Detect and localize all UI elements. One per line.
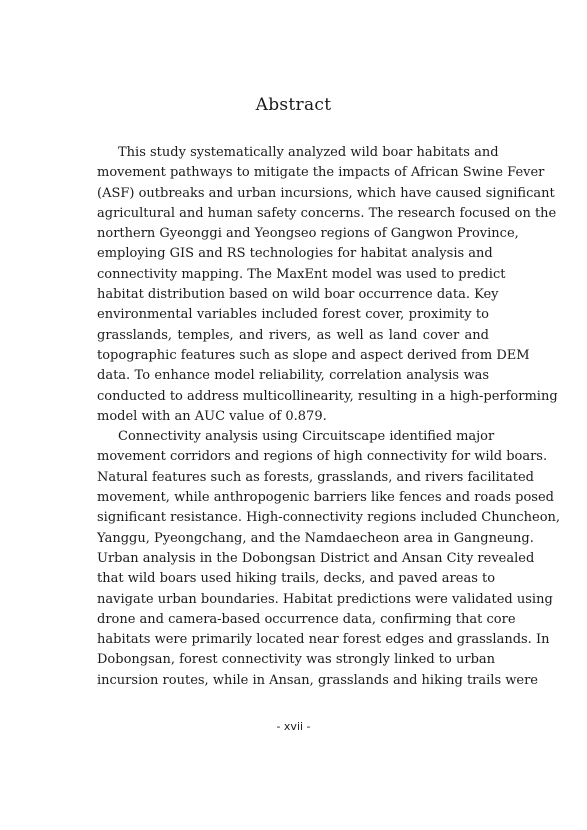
text-line: incursion routes, while in Ansan, grasslands and hiking trails were bbox=[97, 672, 538, 688]
text-line: (ASF) outbreaks and urban incursions, which have caused significant bbox=[97, 185, 555, 201]
text-line: topographic features such as slope and aspect derived from DEM bbox=[97, 347, 530, 363]
text-line: northern Gyeonggi and Yeongseo regions of Gangwon Province, bbox=[97, 226, 519, 242]
text-line: Urban analysis in the Dobongsan District and Ansan City revealed bbox=[97, 550, 535, 566]
page-title: Abstract bbox=[255, 95, 332, 115]
paragraph-2 bbox=[97, 427, 561, 691]
text-line: habitats were primarily located near forest edges and grasslands. In bbox=[97, 632, 550, 648]
abstract-body bbox=[97, 143, 561, 691]
text-line: data. To enhance model reliability, correlation analysis was bbox=[97, 368, 489, 384]
text-line: significant resistance. High-connectivity regions included Chuncheon, bbox=[97, 510, 561, 526]
text-line: movement corridors and regions of high connectivity for wild boars. bbox=[97, 449, 548, 465]
text-line: environmental variables included forest cover, proximity to bbox=[97, 307, 489, 323]
text-line: conducted to address multicollinearity, resulting in a high-performing bbox=[97, 388, 558, 404]
paragraph-1 bbox=[97, 143, 558, 427]
text-line: that wild boars used hiking trails, decks, and paved areas to bbox=[97, 571, 496, 587]
page-number: - xvii - bbox=[276, 720, 311, 733]
text-line: Connectivity analysis using Circuitscape identified major bbox=[118, 429, 495, 445]
text-line: navigate urban boundaries. Habitat predictions were validated using bbox=[97, 591, 553, 607]
text-line: drone and camera-based occurrence data, confirming that core bbox=[97, 611, 516, 627]
text-line: grasslands, temples, and rivers, as well as land cover and bbox=[97, 327, 489, 343]
text-line: model with an AUC value of 0.879. bbox=[97, 408, 327, 424]
text-line: agricultural and human safety concerns. The research focused on the bbox=[97, 205, 557, 221]
text-line: connectivity mapping. The MaxEnt model was used to predict bbox=[97, 266, 506, 282]
text-line: movement, while anthropogenic barriers like fences and roads posed bbox=[97, 490, 554, 506]
text-line: Dobongsan, forest connectivity was strongly linked to urban bbox=[97, 652, 496, 668]
text-line: Natural features such as forests, grasslands, and rivers facilitated bbox=[97, 469, 535, 485]
text-line: habitat distribution based on wild boar occurrence data. Key bbox=[97, 287, 499, 303]
text-line: movement pathways to mitigate the impacts of African Swine Fever bbox=[97, 165, 545, 181]
text-line: employing GIS and RS technologies for habitat analysis and bbox=[97, 246, 493, 262]
text-line: This study systematically analyzed wild boar habitats and bbox=[118, 145, 499, 160]
text-line: Yanggu, Pyeongchang, and the Namdaecheon area in Gangneung. bbox=[97, 530, 534, 546]
